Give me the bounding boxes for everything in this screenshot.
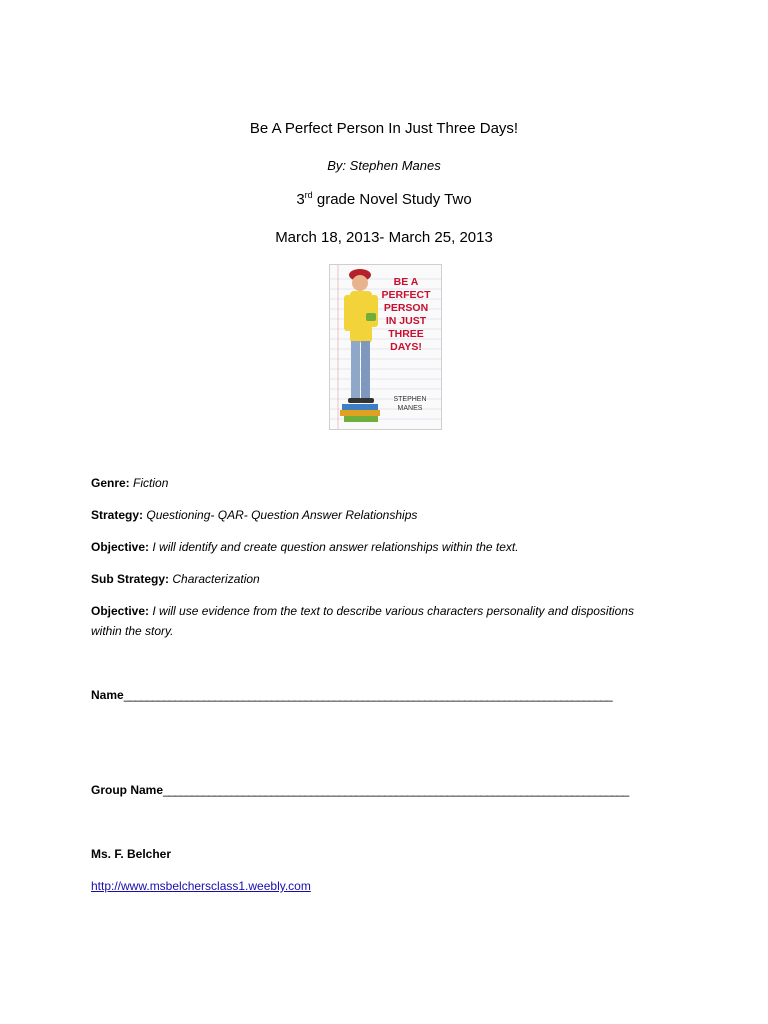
name-label: Name [91, 688, 124, 702]
genre-row [91, 473, 691, 493]
cover-author-line-1: STEPHEN [393, 396, 427, 403]
objective-2-value-line-2: within the story. [91, 624, 174, 638]
genre-value: Fiction [133, 476, 169, 490]
book-cover-image [329, 264, 442, 430]
cover-title-line-3: PERSON [383, 302, 429, 314]
objective-2-label: Objective: [91, 604, 150, 618]
name-row[interactable] [91, 685, 691, 705]
date-range: March 18, 2013- March 25, 2013 [275, 229, 493, 246]
cover-title-line-5: THREE [388, 328, 424, 340]
strategy-value: Questioning- QAR- Question Answer Relationships [146, 508, 418, 522]
strategy-label: Strategy: [91, 508, 144, 522]
grade-line [0, 190, 768, 208]
strategy-row [91, 505, 691, 525]
genre-label: Genre: [91, 476, 130, 490]
teacher-name: Ms. F. Belcher [91, 847, 172, 861]
website-row [91, 876, 691, 896]
objective-2-row [91, 601, 691, 621]
document-title: Be A Perfect Person In Just Three Days! [249, 120, 519, 137]
cover-title-line-1: BE A [393, 276, 419, 288]
objective-1-row [91, 537, 691, 557]
objective-2-value-line-1: I will use evidence from the text to describe various characters personality and dispositions [152, 604, 634, 618]
author-line: By: Stephen Manes [327, 158, 441, 173]
group-name-label: Group Name [91, 783, 164, 797]
cover-title-line-2: PERFECT [381, 289, 431, 301]
grade-suffix: rd [304, 190, 313, 200]
substrategy-value: Characterization [172, 572, 260, 586]
group-name-row[interactable] [91, 780, 691, 800]
book-cover-illustration [330, 265, 441, 429]
grade-number: 3 [296, 191, 305, 208]
objective-2-continuation [91, 621, 691, 641]
substrategy-row [91, 569, 691, 589]
objective-1-value: I will identify and create question answer relationships within the text. [152, 540, 519, 554]
cover-title-line-6: DAYS! [390, 341, 422, 353]
name-blank-line[interactable]: ______________________________________________________________________________________ [123, 688, 612, 702]
class-website-link[interactable]: http://www.msbelchersclass1.weebly.com [91, 879, 311, 893]
objective-1-label: Objective: [91, 540, 150, 554]
group-name-blank-line[interactable]: __________________________________________________________________________________ [163, 783, 629, 797]
teacher-row [91, 844, 691, 864]
grade-text: grade Novel Study Two [312, 191, 472, 208]
cover-author-line-2: MANES [397, 405, 423, 412]
substrategy-label: Sub Strategy: [91, 572, 170, 586]
cover-title-line-4: IN JUST [385, 315, 427, 327]
